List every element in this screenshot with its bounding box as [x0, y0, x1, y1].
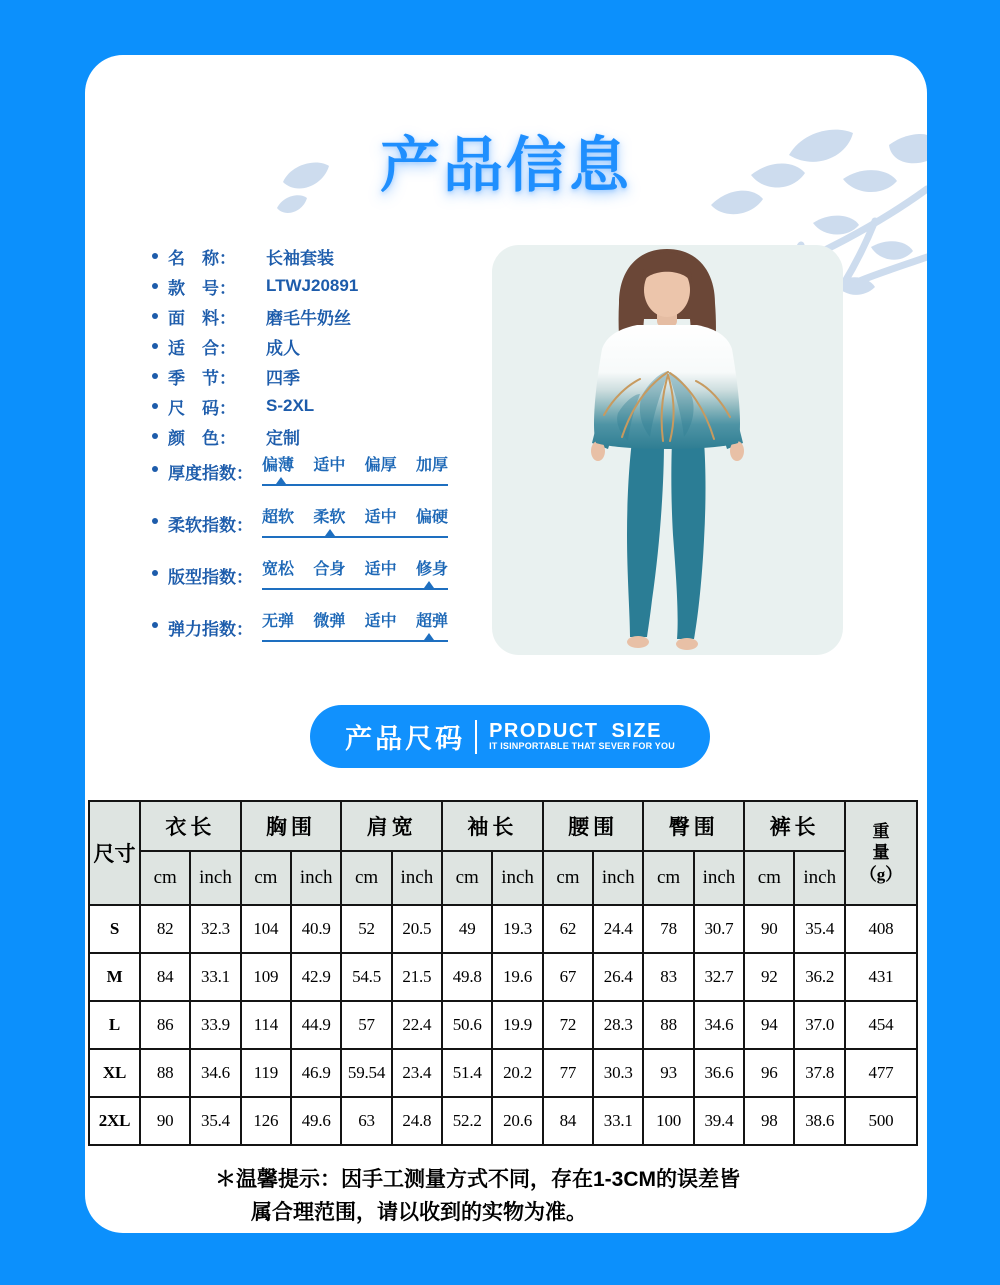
table-row	[89, 1097, 917, 1145]
size-cell: M	[89, 953, 140, 1001]
index-option: 宽松	[262, 561, 295, 578]
index-option: 无弹	[262, 613, 295, 630]
unit-header: cm	[744, 851, 794, 905]
measure-group-header: 裤长	[744, 801, 845, 851]
index-label: 厚度指数：	[168, 464, 253, 483]
table-cell: 94	[744, 1001, 794, 1049]
table-cell: 454	[845, 1001, 917, 1049]
table-cell: 88	[140, 1049, 190, 1097]
table-header-row	[89, 801, 917, 851]
size-cell: XL	[89, 1049, 140, 1097]
table-cell: 42.9	[291, 953, 341, 1001]
index-scale	[262, 457, 448, 486]
table-cell: 37.0	[794, 1001, 845, 1049]
index-option: 合身	[313, 561, 346, 578]
table-cell: 34.6	[190, 1049, 240, 1097]
table-cell: 431	[845, 953, 917, 1001]
unit-header: cm	[442, 851, 492, 905]
table-cell: 84	[140, 953, 190, 1001]
info-value: LTWJ20891	[266, 276, 359, 295]
table-cell: 26.4	[593, 953, 643, 1001]
index-option: 超弹	[415, 613, 448, 630]
table-cell: 49.8	[442, 953, 492, 1001]
index-label: 柔软指数：	[168, 516, 253, 535]
table-cell: 35.4	[794, 905, 845, 953]
table-cell: 35.4	[190, 1097, 240, 1145]
table-cell: 477	[845, 1049, 917, 1097]
unit-header: inch	[492, 851, 542, 905]
measure-group-header: 胸围	[241, 801, 342, 851]
bullet-icon	[152, 433, 158, 439]
table-cell: 33.1	[190, 953, 240, 1001]
table-row	[89, 1001, 917, 1049]
index-option: 偏薄	[262, 457, 295, 474]
table-cell: 19.9	[492, 1001, 542, 1049]
index-marker-icon	[276, 477, 286, 484]
index-row	[152, 457, 492, 509]
table-cell: 19.6	[492, 953, 542, 1001]
unit-header: cm	[643, 851, 693, 905]
banner-title-cn: 产品尺码	[345, 724, 466, 754]
info-label: 款 号：	[168, 278, 236, 298]
table-cell: 63	[341, 1097, 391, 1145]
table-cell: 36.2	[794, 953, 845, 1001]
info-label: 适 合：	[168, 338, 236, 358]
measure-group-header: 腰围	[543, 801, 644, 851]
note-line-2: 属合理范围，请以收到的实物为准。	[251, 1201, 587, 1224]
index-row	[152, 613, 492, 665]
measure-group-header: 袖长	[442, 801, 543, 851]
bullet-icon	[152, 283, 158, 289]
table-body	[89, 905, 917, 1145]
table-cell: 86	[140, 1001, 190, 1049]
size-table	[88, 800, 918, 1146]
measurement-note	[215, 1163, 740, 1229]
table-cell: 24.8	[392, 1097, 442, 1145]
table-cell: 88	[643, 1001, 693, 1049]
unit-header: inch	[694, 851, 744, 905]
table-cell: 32.3	[190, 905, 240, 953]
table-cell: 32.7	[694, 953, 744, 1001]
product-info-row	[152, 241, 492, 271]
product-info-row	[152, 361, 492, 391]
table-row	[89, 1049, 917, 1097]
table-cell: 119	[241, 1049, 291, 1097]
info-value: 四季	[266, 368, 300, 388]
table-cell: 22.4	[392, 1001, 442, 1049]
table-cell: 54.5	[341, 953, 391, 1001]
table-cell: 37.8	[794, 1049, 845, 1097]
product-card	[85, 55, 927, 1233]
index-list	[152, 457, 492, 665]
measure-group-header: 肩宽	[341, 801, 442, 851]
table-cell: 33.9	[190, 1001, 240, 1049]
table-cell: 67	[543, 953, 593, 1001]
table-cell: 20.5	[392, 905, 442, 953]
table-cell: 90	[140, 1097, 190, 1145]
index-label: 弹力指数：	[168, 620, 253, 639]
table-cell: 59.54	[341, 1049, 391, 1097]
info-value: 长袖套装	[266, 248, 334, 268]
unit-header: inch	[593, 851, 643, 905]
table-cell: 21.5	[392, 953, 442, 1001]
index-option: 偏厚	[364, 457, 397, 474]
size-cell: L	[89, 1001, 140, 1049]
table-cell: 90	[744, 905, 794, 953]
model-illustration	[492, 245, 843, 655]
product-photo	[492, 245, 843, 655]
index-label: 版型指数：	[168, 568, 253, 587]
table-cell: 92	[744, 953, 794, 1001]
table-cell: 24.4	[593, 905, 643, 953]
size-banner	[310, 705, 710, 768]
table-cell: 34.6	[694, 1001, 744, 1049]
table-cell: 57	[341, 1001, 391, 1049]
table-cell: 96	[744, 1049, 794, 1097]
info-label: 面 料：	[168, 308, 236, 328]
table-cell: 126	[241, 1097, 291, 1145]
table-cell: 33.1	[593, 1097, 643, 1145]
table-cell: 30.7	[694, 905, 744, 953]
table-cell: 30.3	[593, 1049, 643, 1097]
note-line-1: ＊温馨提示：因手工测量方式不同，存在1-3CM的误差皆	[215, 1168, 741, 1191]
page-title: 产品信息	[380, 132, 632, 199]
index-option: 适中	[364, 613, 397, 630]
bullet-icon	[152, 403, 158, 409]
index-marker-icon	[424, 633, 434, 640]
info-label: 季 节：	[168, 368, 236, 388]
banner-subtitle-en: IT ISINPORTABLE THAT SEVER FOR YOU	[489, 741, 675, 752]
index-row	[152, 509, 492, 561]
table-cell: 52	[341, 905, 391, 953]
info-label: 颜 色：	[168, 428, 236, 448]
table-cell: 20.6	[492, 1097, 542, 1145]
banner-title-en: PRODUCT SIZE	[489, 720, 662, 743]
product-info-row	[152, 391, 492, 421]
table-cell: 98	[744, 1097, 794, 1145]
table-cell: 72	[543, 1001, 593, 1049]
table-cell: 49	[442, 905, 492, 953]
product-info-row	[152, 331, 492, 361]
weight-column-header	[845, 801, 917, 905]
bullet-icon	[152, 466, 158, 472]
index-option: 超软	[262, 509, 295, 526]
info-value: 磨毛牛奶丝	[266, 308, 351, 328]
table-cell: 100	[643, 1097, 693, 1145]
index-option: 适中	[364, 561, 397, 578]
product-info-row	[152, 301, 492, 331]
table-subheader-row	[89, 851, 917, 905]
table-cell: 78	[643, 905, 693, 953]
table-cell: 50.6	[442, 1001, 492, 1049]
bullet-icon	[152, 518, 158, 524]
index-option: 加厚	[415, 457, 448, 474]
table-cell: 51.4	[442, 1049, 492, 1097]
table-cell: 93	[643, 1049, 693, 1097]
index-scale	[262, 561, 448, 590]
table-cell: 109	[241, 953, 291, 1001]
table-cell: 44.9	[291, 1001, 341, 1049]
table-cell: 28.3	[593, 1001, 643, 1049]
unit-header: cm	[140, 851, 190, 905]
index-option: 适中	[364, 509, 397, 526]
bullet-icon	[152, 343, 158, 349]
index-option: 偏硬	[415, 509, 448, 526]
bullet-icon	[152, 253, 158, 259]
unit-header: cm	[543, 851, 593, 905]
index-option: 微弹	[313, 613, 346, 630]
measure-group-header: 衣长	[140, 801, 241, 851]
bullet-icon	[152, 570, 158, 576]
table-cell: 20.2	[492, 1049, 542, 1097]
table-head	[89, 801, 917, 905]
index-row	[152, 561, 492, 613]
table-row	[89, 905, 917, 953]
size-cell: 2XL	[89, 1097, 140, 1145]
info-value: 定制	[266, 428, 300, 448]
weight-header-line: 量	[872, 843, 890, 863]
table-cell: 500	[845, 1097, 917, 1145]
info-label: 名 称：	[168, 248, 236, 268]
table-cell: 84	[543, 1097, 593, 1145]
product-info-row	[152, 271, 492, 301]
unit-header: cm	[341, 851, 391, 905]
banner-divider	[475, 720, 477, 754]
index-scale	[262, 509, 448, 538]
index-option: 柔软	[313, 509, 346, 526]
table-cell: 46.9	[291, 1049, 341, 1097]
table-cell: 83	[643, 953, 693, 1001]
table-cell: 19.3	[492, 905, 542, 953]
index-option: 修身	[415, 561, 448, 578]
unit-header: cm	[241, 851, 291, 905]
table-cell: 23.4	[392, 1049, 442, 1097]
bullet-icon	[152, 373, 158, 379]
bullet-icon	[152, 313, 158, 319]
table-cell: 82	[140, 905, 190, 953]
product-info-row	[152, 421, 492, 451]
unit-header: inch	[291, 851, 341, 905]
table-cell: 49.6	[291, 1097, 341, 1145]
table-row	[89, 953, 917, 1001]
unit-header: inch	[392, 851, 442, 905]
index-marker-icon	[325, 529, 335, 536]
measure-group-header: 臀围	[643, 801, 744, 851]
index-marker-icon	[424, 581, 434, 588]
table-cell: 77	[543, 1049, 593, 1097]
table-cell: 62	[543, 905, 593, 953]
weight-header-line: （g）	[859, 864, 903, 884]
info-label: 尺 码：	[168, 398, 236, 418]
info-value: S-2XL	[266, 396, 315, 415]
weight-header-line: 重	[872, 822, 890, 842]
product-info-list	[152, 241, 492, 451]
table-cell: 39.4	[694, 1097, 744, 1145]
banner-title-en-group	[489, 721, 675, 751]
unit-header: inch	[794, 851, 845, 905]
size-cell: S	[89, 905, 140, 953]
table-cell: 40.9	[291, 905, 341, 953]
index-option: 适中	[313, 457, 346, 474]
table-cell: 38.6	[794, 1097, 845, 1145]
table-cell: 408	[845, 905, 917, 953]
table-cell: 36.6	[694, 1049, 744, 1097]
table-cell: 52.2	[442, 1097, 492, 1145]
table-cell: 114	[241, 1001, 291, 1049]
bullet-icon	[152, 622, 158, 628]
info-value: 成人	[266, 338, 300, 358]
size-column-header: 尺寸	[89, 801, 140, 905]
unit-header: inch	[190, 851, 240, 905]
index-scale	[262, 613, 448, 642]
table-cell: 104	[241, 905, 291, 953]
